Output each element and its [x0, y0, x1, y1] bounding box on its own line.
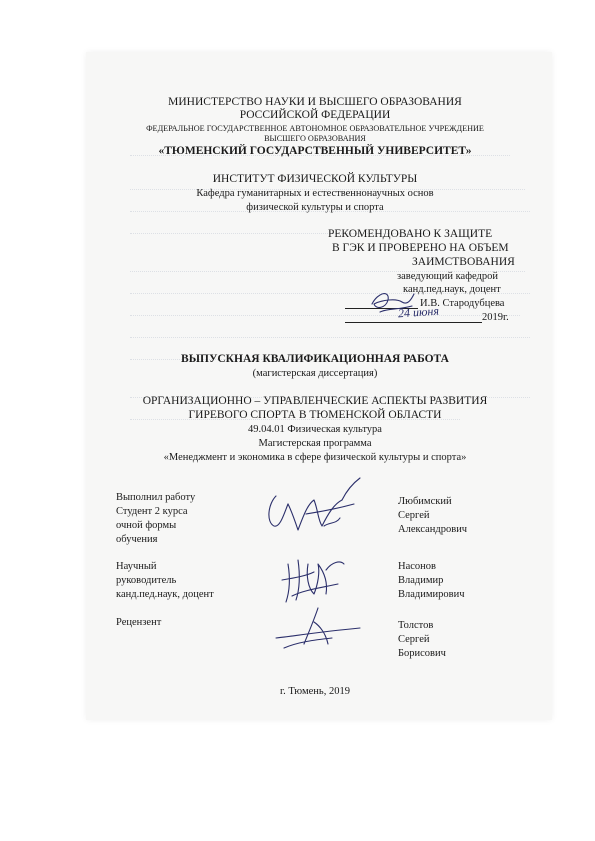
supervisor-role-2: руководитель: [116, 575, 177, 586]
supervisor-role-1: Научный: [116, 561, 157, 572]
head-signature: [368, 288, 418, 318]
approval-position-1: заведующий кафедрой: [397, 271, 499, 282]
department-line-2: физической культуры и спорта: [246, 202, 384, 213]
supervisor-signature: [278, 550, 348, 610]
author-role-2: Студент 2 курса: [116, 506, 188, 517]
author-role-3: очной формы: [116, 520, 177, 531]
fgaou-line-1: ФЕДЕРАЛЬНОЕ ГОСУДАРСТВЕННОЕ АВТОНОМНОЕ ОБРАЗОВАТЕЛЬНОЕ УЧРЕЖДЕНИЕ: [146, 124, 484, 133]
approval-line-1: РЕКОМЕНДОВАНО К ЗАЩИТЕ: [328, 228, 493, 240]
department-line-1: Кафедра гуманитарных и естественнонаучных основ: [196, 188, 434, 199]
work-subtype: (магистерская диссертация): [252, 368, 378, 379]
ministry-line-1: МИНИСТЕРСТВО НАУКИ И ВЫСШЕГО ОБРАЗОВАНИЯ: [168, 96, 462, 108]
specialty-code: 49.04.01 Физическая культура: [248, 424, 382, 435]
author-surname: Любимский: [398, 496, 452, 507]
author-first-name: Сергей: [398, 510, 430, 521]
reviewer-first-name: Сергей: [398, 634, 430, 645]
program-label: Магистерская программа: [258, 438, 372, 449]
supervisor-first-name: Владимир: [398, 575, 444, 586]
university-name: «ТЮМЕНСКИЙ ГОСУДАРСТВЕННЫЙ УНИВЕРСИТЕТ»: [158, 145, 472, 157]
author-role-1: Выполнил работу: [116, 492, 196, 503]
work-title-line-2: ГИРЕВОГО СПОРТА В ТЮМЕНСКОЙ ОБЛАСТИ: [188, 409, 442, 421]
approval-line-3: ЗАИМСТВОВАНИЯ: [412, 256, 515, 268]
reviewer-signature: [274, 604, 364, 652]
reviewer-surname: Толстов: [398, 620, 434, 631]
author-signature: [262, 474, 372, 544]
ministry-line-2: РОССИЙСКОЙ ФЕДЕРАЦИИ: [239, 109, 391, 121]
work-title-line-1: ОРГАНИЗАЦИОННО – УПРАВЛЕНЧЕСКИЕ АСПЕКТЫ РАЗВИТИЯ: [142, 395, 488, 407]
supervisor-surname: Насонов: [398, 561, 436, 572]
reviewer-role: Рецензент: [116, 617, 162, 628]
author-role-4: обучения: [116, 534, 158, 545]
supervisor-role-3: канд.пед.наук, доцент: [116, 589, 214, 600]
approval-line-2: В ГЭК И ПРОВЕРЕНО НА ОБЪЕМ: [332, 242, 509, 254]
program-name: «Менеджмент и экономика в сфере физической культуры и спорта»: [163, 452, 467, 463]
approval-position-2: канд.пед.наук, доцент: [403, 284, 501, 295]
handwritten-date: 24 июня: [397, 303, 440, 321]
city-year: г. Тюмень, 2019: [280, 686, 350, 697]
institute-name: ИНСТИТУТ ФИЗИЧЕСКОЙ КУЛЬТУРЫ: [212, 173, 418, 185]
work-type: ВЫПУСКНАЯ КВАЛИФИКАЦИОННАЯ РАБОТА: [181, 353, 449, 365]
fgaou-line-2: ВЫСШЕГО ОБРАЗОВАНИЯ: [264, 134, 366, 143]
reviewer-patronymic: Борисович: [398, 648, 446, 659]
approval-year: 2019г.: [482, 312, 509, 323]
supervisor-patronymic: Владимирович: [398, 589, 465, 600]
date-line: [345, 322, 482, 323]
approval-head-name: И.В. Стародубцева: [420, 298, 505, 309]
author-patronymic: Александрович: [398, 524, 468, 535]
